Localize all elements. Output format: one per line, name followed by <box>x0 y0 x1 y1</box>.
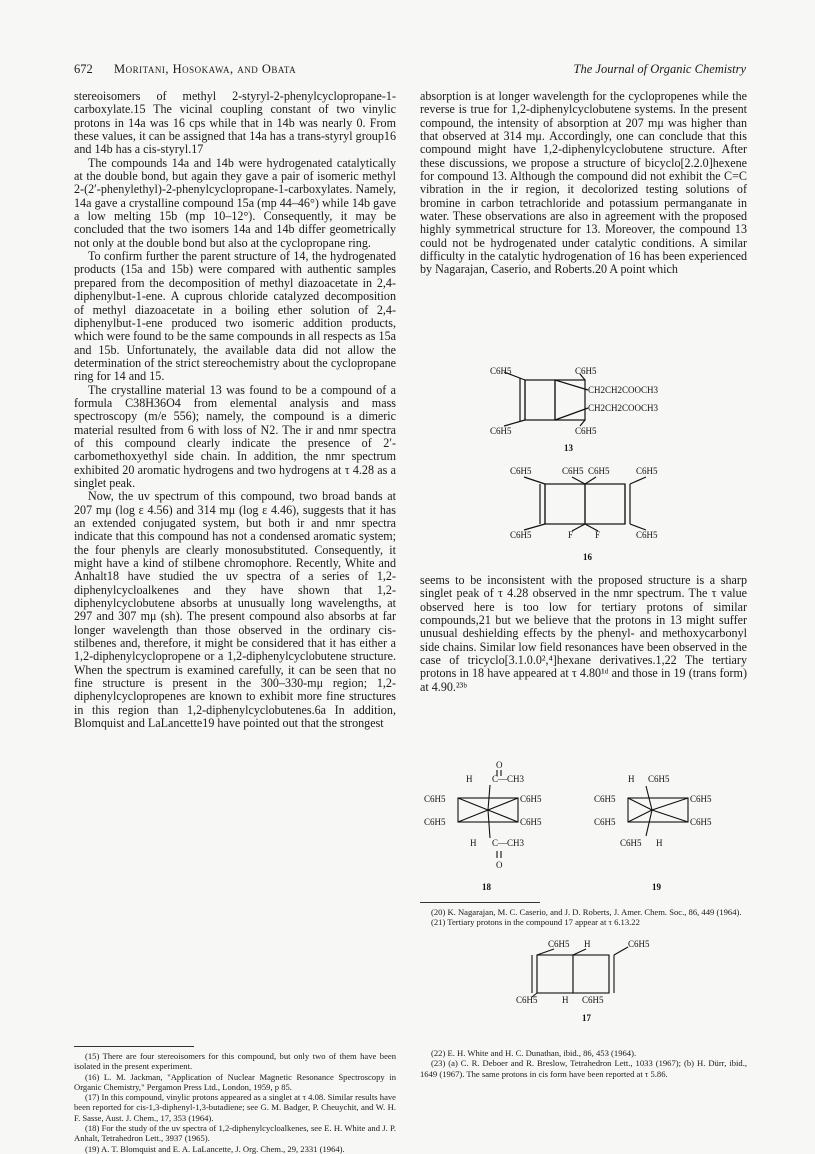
paragraph: Now, the uv spectrum of this compound, two broad bands at 207 mμ (log ε 4.56) and 314 mμ (log ε 4.46), suggests that it has an extended conjugated system, but both ir and nmr spectra indicate that this compound has not a condensed aromatic system; the four phenyls are clearly monosubstituted. Consequently, it might have a kind of stilbene chromophore. Recently, White and Anhalt18 have studied the uv spectra of a series of 1,2-diphenylcycloalkenes and they have shown that 1,2-diphenylcyclobutene absorbs at unusually long wavelengths, at 297 and 307 mμ (sh). The present compound also absorbs at far longer wavelength than those observed in the ordinary cis-stilbenes and, therefore, it might be considered that it has either a 1,2-diphenylcyclopropene or a 1,2-diphenylcyclobutene structure. When the spectrum is examined carefully, it can be seen that no fine structure is present in the 300–330-mμ region; 1,2-diphenylcyclopropenes are known to exhibit more fine structures in this region than 1,2-diphenylcyclobutenes.6a In addition, Blomquist and LaLancette19 have pointed out that the strongest <box>74 489 396 731</box>
phenyl-label: C6H5 <box>628 939 650 949</box>
hydrogen-label: H <box>628 774 635 784</box>
left-column <box>74 90 396 731</box>
compound-label: 13 <box>564 443 573 453</box>
hydrogen-label: H <box>584 939 591 949</box>
footnotes-left <box>74 1051 396 1154</box>
hydrogen-label: H <box>656 838 663 848</box>
phenyl-label: C6H5 <box>516 995 538 1005</box>
phenyl-label: C6H5 <box>424 794 446 804</box>
phenyl-label: C6H5 <box>490 426 512 436</box>
footnote: (23) (a) C. R. Deboer and R. Breslow, Tetrahedron Lett., 1033 (1967); (b) H. Dürr, ibid., 1649 (1967). The same protons in cis form have been reported at τ 5.86. <box>420 1058 747 1079</box>
phenyl-label: C6H5 <box>520 817 542 827</box>
footnote-divider <box>74 1046 194 1047</box>
footnotes-right-a <box>420 907 747 928</box>
phenyl-label: C6H5 <box>562 466 584 476</box>
structure-17 <box>510 935 680 1025</box>
structure-18 <box>420 758 580 878</box>
paragraph: stereoisomers of methyl 2-styryl-2-phenylcyclopropane-1-carboxylate.15 The vicinal coupling constant of two vinylic protons in 14a was 16 cps while that in 14b was nearly 0. From these values, it can be assigned that 14a has a trans-styryl group16 and 14b has a cis-styryl.17 <box>74 89 396 157</box>
footnote: (18) For the study of the uv spectra of 1,2-diphenylcycloalkenes, see E. H. White and J. P. Anhalt, Tetrahedron Lett., 3937 (1965). <box>74 1123 396 1144</box>
page-number: 672 <box>74 62 93 76</box>
footnote: (17) In this compound, vinylic protons appeared as a singlet at τ 4.08. Similar results have been reported for cis-1,3-diphenyl-1,3-butadiene; see G. M. Badger, P. Cheuychit, and W. H. F. Sasse, Aust. J. Chem., 17, 353 (1964). <box>74 1092 396 1123</box>
side-chain-label: CH2CH2COOCH3 <box>588 385 659 395</box>
hydrogen-label: H <box>562 995 569 1005</box>
journal-title: The Journal of Organic Chemistry <box>573 62 746 76</box>
footnote: (21) Tertiary protons in the compound 17 appear at τ 6.13.22 <box>431 917 640 928</box>
footnote: (16) L. M. Jackman, "Application of Nuclear Magnetic Resonance Spectroscopy in Organic Chemistry," Pergamon Press Ltd., London, 1959, p 85. <box>74 1071 396 1092</box>
phenyl-label: C6H5 <box>575 366 597 376</box>
acetyl-label: C—CH3 <box>492 774 525 784</box>
running-header <box>74 62 746 80</box>
phenyl-label: C6H5 <box>520 794 542 804</box>
paragraph: seems to be inconsistent with the proposed structure is a sharp singlet peak of τ 4.28 observed in the nmr spectrum. The τ value observed here is too low for tertiary protons of similar compounds,21 but we believe that the protons in 13 might suffer unusual deshielding effects by the phenyl- and methoxycarbonyl side chains. Similar low field resonances have been observed in the case of tricyclo[3.1.0.0²,⁴]hexane derivatives.1,22 The tertiary protons in 18 have appeared at τ 4.80¹ᵈ and those in 19 (trans form) at 4.90.²³ᵇ <box>420 573 747 694</box>
footnote: (22) E. H. White and H. C. Dunathan, ibid., 86, 453 (1964). <box>431 1048 637 1058</box>
phenyl-label: C6H5 <box>594 794 616 804</box>
right-column-mid <box>420 574 747 694</box>
right-column-top <box>420 90 747 277</box>
phenyl-label: C6H5 <box>582 995 604 1005</box>
oxygen-label: O <box>496 760 503 770</box>
fluorine-label: F <box>595 530 601 540</box>
footnote-divider <box>420 902 540 903</box>
phenyl-label: C6H5 <box>636 530 658 540</box>
phenyl-label: C6H5 <box>548 939 570 949</box>
phenyl-label: C6H5 <box>594 817 616 827</box>
compound-label-18 <box>482 880 512 894</box>
compound-label: 16 <box>583 552 592 562</box>
phenyl-label: C6H5 <box>690 817 712 827</box>
phenyl-label: C6H5 <box>575 426 597 436</box>
compound-label: 17 <box>582 1013 591 1023</box>
compound-label: 18 <box>482 882 491 892</box>
hydrogen-label: H <box>470 838 477 848</box>
paragraph: absorption is at longer wavelength for the cyclopropenes while the reverse is true for 1,2-diphenylcyclobutene systems. In the present compound, the intensity of absorption at 207 mμ was higher than that observed at 314 mμ. Accordingly, one can conclude that this compound might have 1,2-diphenylcyclobutene structure. After these discussions, we propose a structure of bicyclo[2.2.0]hexene for compound 13. Although the compound did not exhibit the C=C vibration in the ir region, it decolorized testing solutions of bromine in carbon tetrachloride and potassium permanganate in water. These observations are also in agreement with the proposed highly symmetrical structure for 13. Moreover, the compound 13 could not be hydrogenated under catalytic conditions. A similar difficulty in the catalytic hydrogenation of 16 has been experienced by Nagarajan, Caserio, and Roberts.20 A point which <box>420 89 747 277</box>
oxygen-label: O <box>496 860 503 870</box>
paragraph: To confirm further the parent structure of 14, the hydrogenated products (15a and 15b) were compared with authentic samples prepared from the decomposition of methyl diazoacetate in 2,4-diphenylbut-1-ene. A cuprous chloride catalyzed decomposition of methyl diazoacetate in a boiling ether solution of 2,4-diphenylbut-1-ene produced two isomeric addition products, which were found to be the same compounds in all respects as 15a and 15b. Unfortunately, the available data did not allow the determination of the strict stereochemistry about the cyclopropane ring for 14 and 15. <box>74 249 396 384</box>
footnote: (15) There are four stereoisomers for this compound, but only two of them have been isolated in the present experiment. <box>74 1051 396 1072</box>
compound-label-19 <box>652 880 682 894</box>
paragraph: The crystalline material 13 was found to be a compound of a formula C38H36O4 from elemental analysis and mass spectroscopy (m/e 556); namely, the compound is a dimeric material resulted from 6 with loss of N2. The ir and nmr spectra of this compound clearly indicate the presence of 2′-carbomethoxyethyl side chain. In addition, the nmr spectrum exhibited 20 aromatic hydrogens and two hydrogens at τ 4.28 as a singlet peak. <box>74 382 396 490</box>
running-authors: Moritani, Hosokawa, and Obata <box>114 62 297 76</box>
hydrogen-label: H <box>466 774 473 784</box>
phenyl-label: C6H5 <box>648 774 670 784</box>
structure-19 <box>590 758 740 878</box>
phenyl-label: C6H5 <box>690 794 712 804</box>
phenyl-label: C6H5 <box>636 466 658 476</box>
compound-label: 19 <box>652 882 661 892</box>
phenyl-label: C6H5 <box>490 366 512 376</box>
acetyl-label: C—CH3 <box>492 838 525 848</box>
phenyl-label: C6H5 <box>620 838 642 848</box>
structure-16 <box>500 462 680 564</box>
paragraph: The compounds 14a and 14b were hydrogenated catalytically at the double bond, but again they gave a pair of isomeric methyl 2-(2′-phenylethyl)-2-phenylcyclopropane-1-carboxylates. Namely, 14a gave a crystalline compound 15a (mp 44–46°) while 14b gave a low melting 15b (mp 10–12°). Consequently, it may be concluded that the two isomers 14a and 14b differ geometrically not only at the double bond but also at the cyclopropane ring. <box>74 155 396 250</box>
phenyl-label: C6H5 <box>510 466 532 476</box>
phenyl-label: C6H5 <box>510 530 532 540</box>
footnote: (20) K. Nagarajan, M. C. Caserio, and J. D. Roberts, J. Amer. Chem. Soc., 86, 449 (1964). <box>431 907 742 917</box>
phenyl-label: C6H5 <box>588 466 610 476</box>
footnote: (19) A. T. Blomquist and E. A. LaLancette, J. Org. Chem., 29, 2331 (1964). <box>85 1143 345 1154</box>
side-chain-label: CH2CH2COOCH3 <box>588 403 659 413</box>
structure-13 <box>480 360 680 455</box>
phenyl-label: C6H5 <box>424 817 446 827</box>
fluorine-label: F <box>568 530 574 540</box>
footnotes-right-b <box>420 1048 747 1079</box>
